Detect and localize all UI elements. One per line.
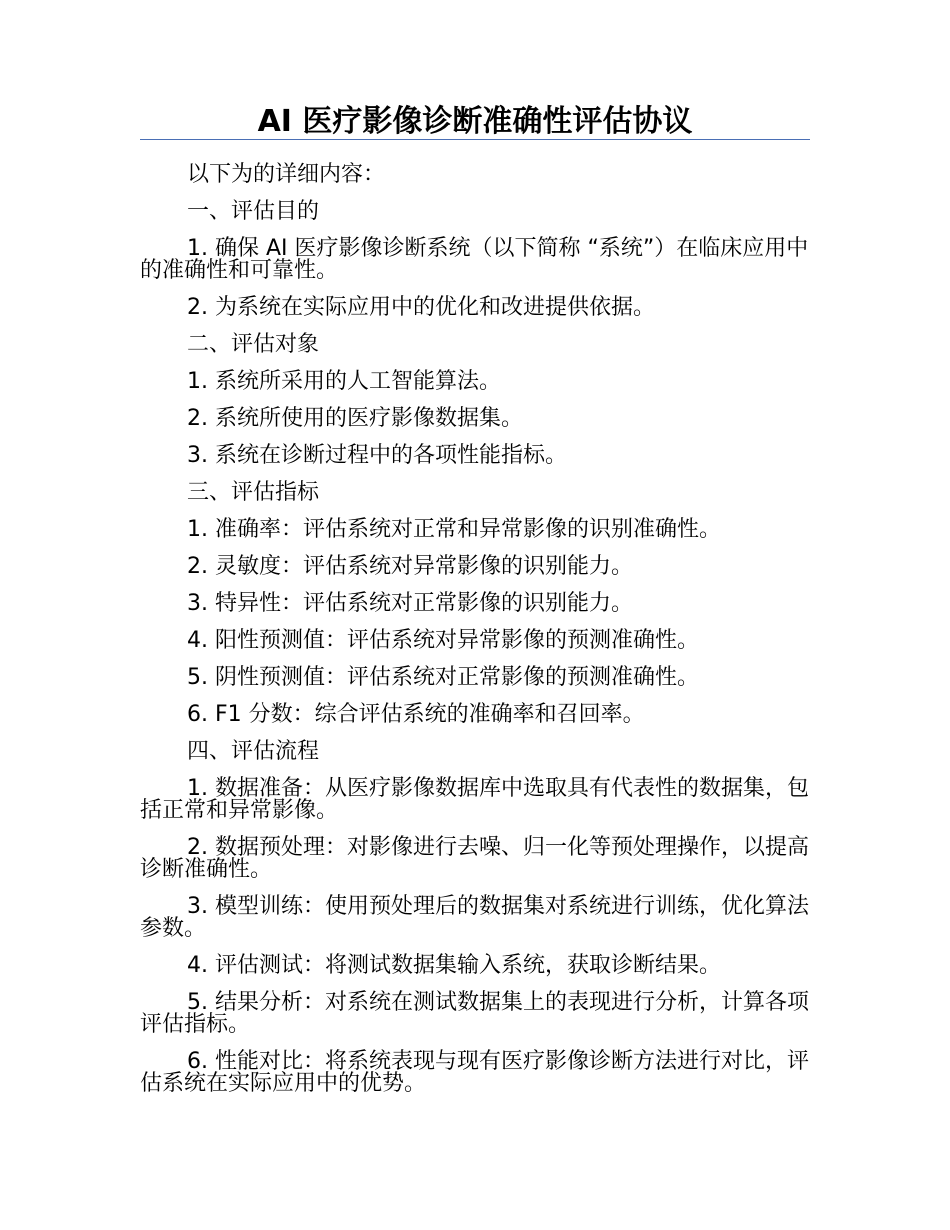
title-underline: [140, 139, 810, 140]
list-item: 5. 阴性预测值：评估系统对正常影像的预测准确性。: [187, 665, 699, 690]
section-heading-process: 四、评估流程: [187, 739, 320, 764]
document-title: AI 医疗影像诊断准确性评估协议: [257, 104, 693, 139]
list-item: 4. 阳性预测值：评估系统对异常影像的预测准确性。: [187, 628, 699, 653]
section-heading-subject: 二、评估对象: [187, 332, 320, 357]
list-item: 1. 准确率：评估系统对正常和异常影像的识别准确性。: [187, 517, 721, 542]
list-item: 3. 系统在诊断过程中的各项性能指标。: [187, 443, 567, 468]
section-heading-purpose: 一、评估目的: [187, 199, 320, 224]
list-item: 1. 确保 AI 医疗影像诊断系统（以下简称 “系统”）在临床应用中的准确性和可靠性。: [140, 236, 809, 283]
list-item: 3. 模型训练：使用预处理后的数据集对系统进行训练，优化算法参数。: [140, 894, 809, 941]
intro-paragraph: 以下为的详细内容：: [187, 162, 386, 187]
list-item: 2. 数据预处理：对影像进行去噪、归一化等预处理操作，以提高诊断准确性。: [140, 835, 809, 882]
list-item: 1. 系统所采用的人工智能算法。: [187, 369, 501, 394]
list-item: 2. 灵敏度：评估系统对异常影像的识别能力。: [187, 554, 633, 579]
list-item: 6. 性能对比：将系统表现与现有医疗影像诊断方法进行对比，评估系统在实际应用中的优势。: [140, 1049, 809, 1096]
section-heading-metrics: 三、评估指标: [187, 480, 320, 505]
list-item: 1. 数据准备：从医疗影像数据库中选取具有代表性的数据集，包括正常和异常影像。: [140, 776, 809, 823]
list-item: 2. 系统所使用的医疗影像数据集。: [187, 406, 523, 431]
list-item: 2. 为系统在实际应用中的优化和改进提供依据。: [187, 295, 655, 320]
list-item: 5. 结果分析：对系统在测试数据集上的表现进行分析，计算各项评估指标。: [140, 990, 809, 1037]
list-item: 4. 评估测试：将测试数据集输入系统，获取诊断结果。: [187, 953, 721, 978]
document-body: [140, 156, 810, 1102]
list-item: 6. F1 分数：综合评估系统的准确率和召回率。: [187, 702, 645, 727]
list-item: 3. 特异性：评估系统对正常影像的识别能力。: [187, 591, 633, 616]
